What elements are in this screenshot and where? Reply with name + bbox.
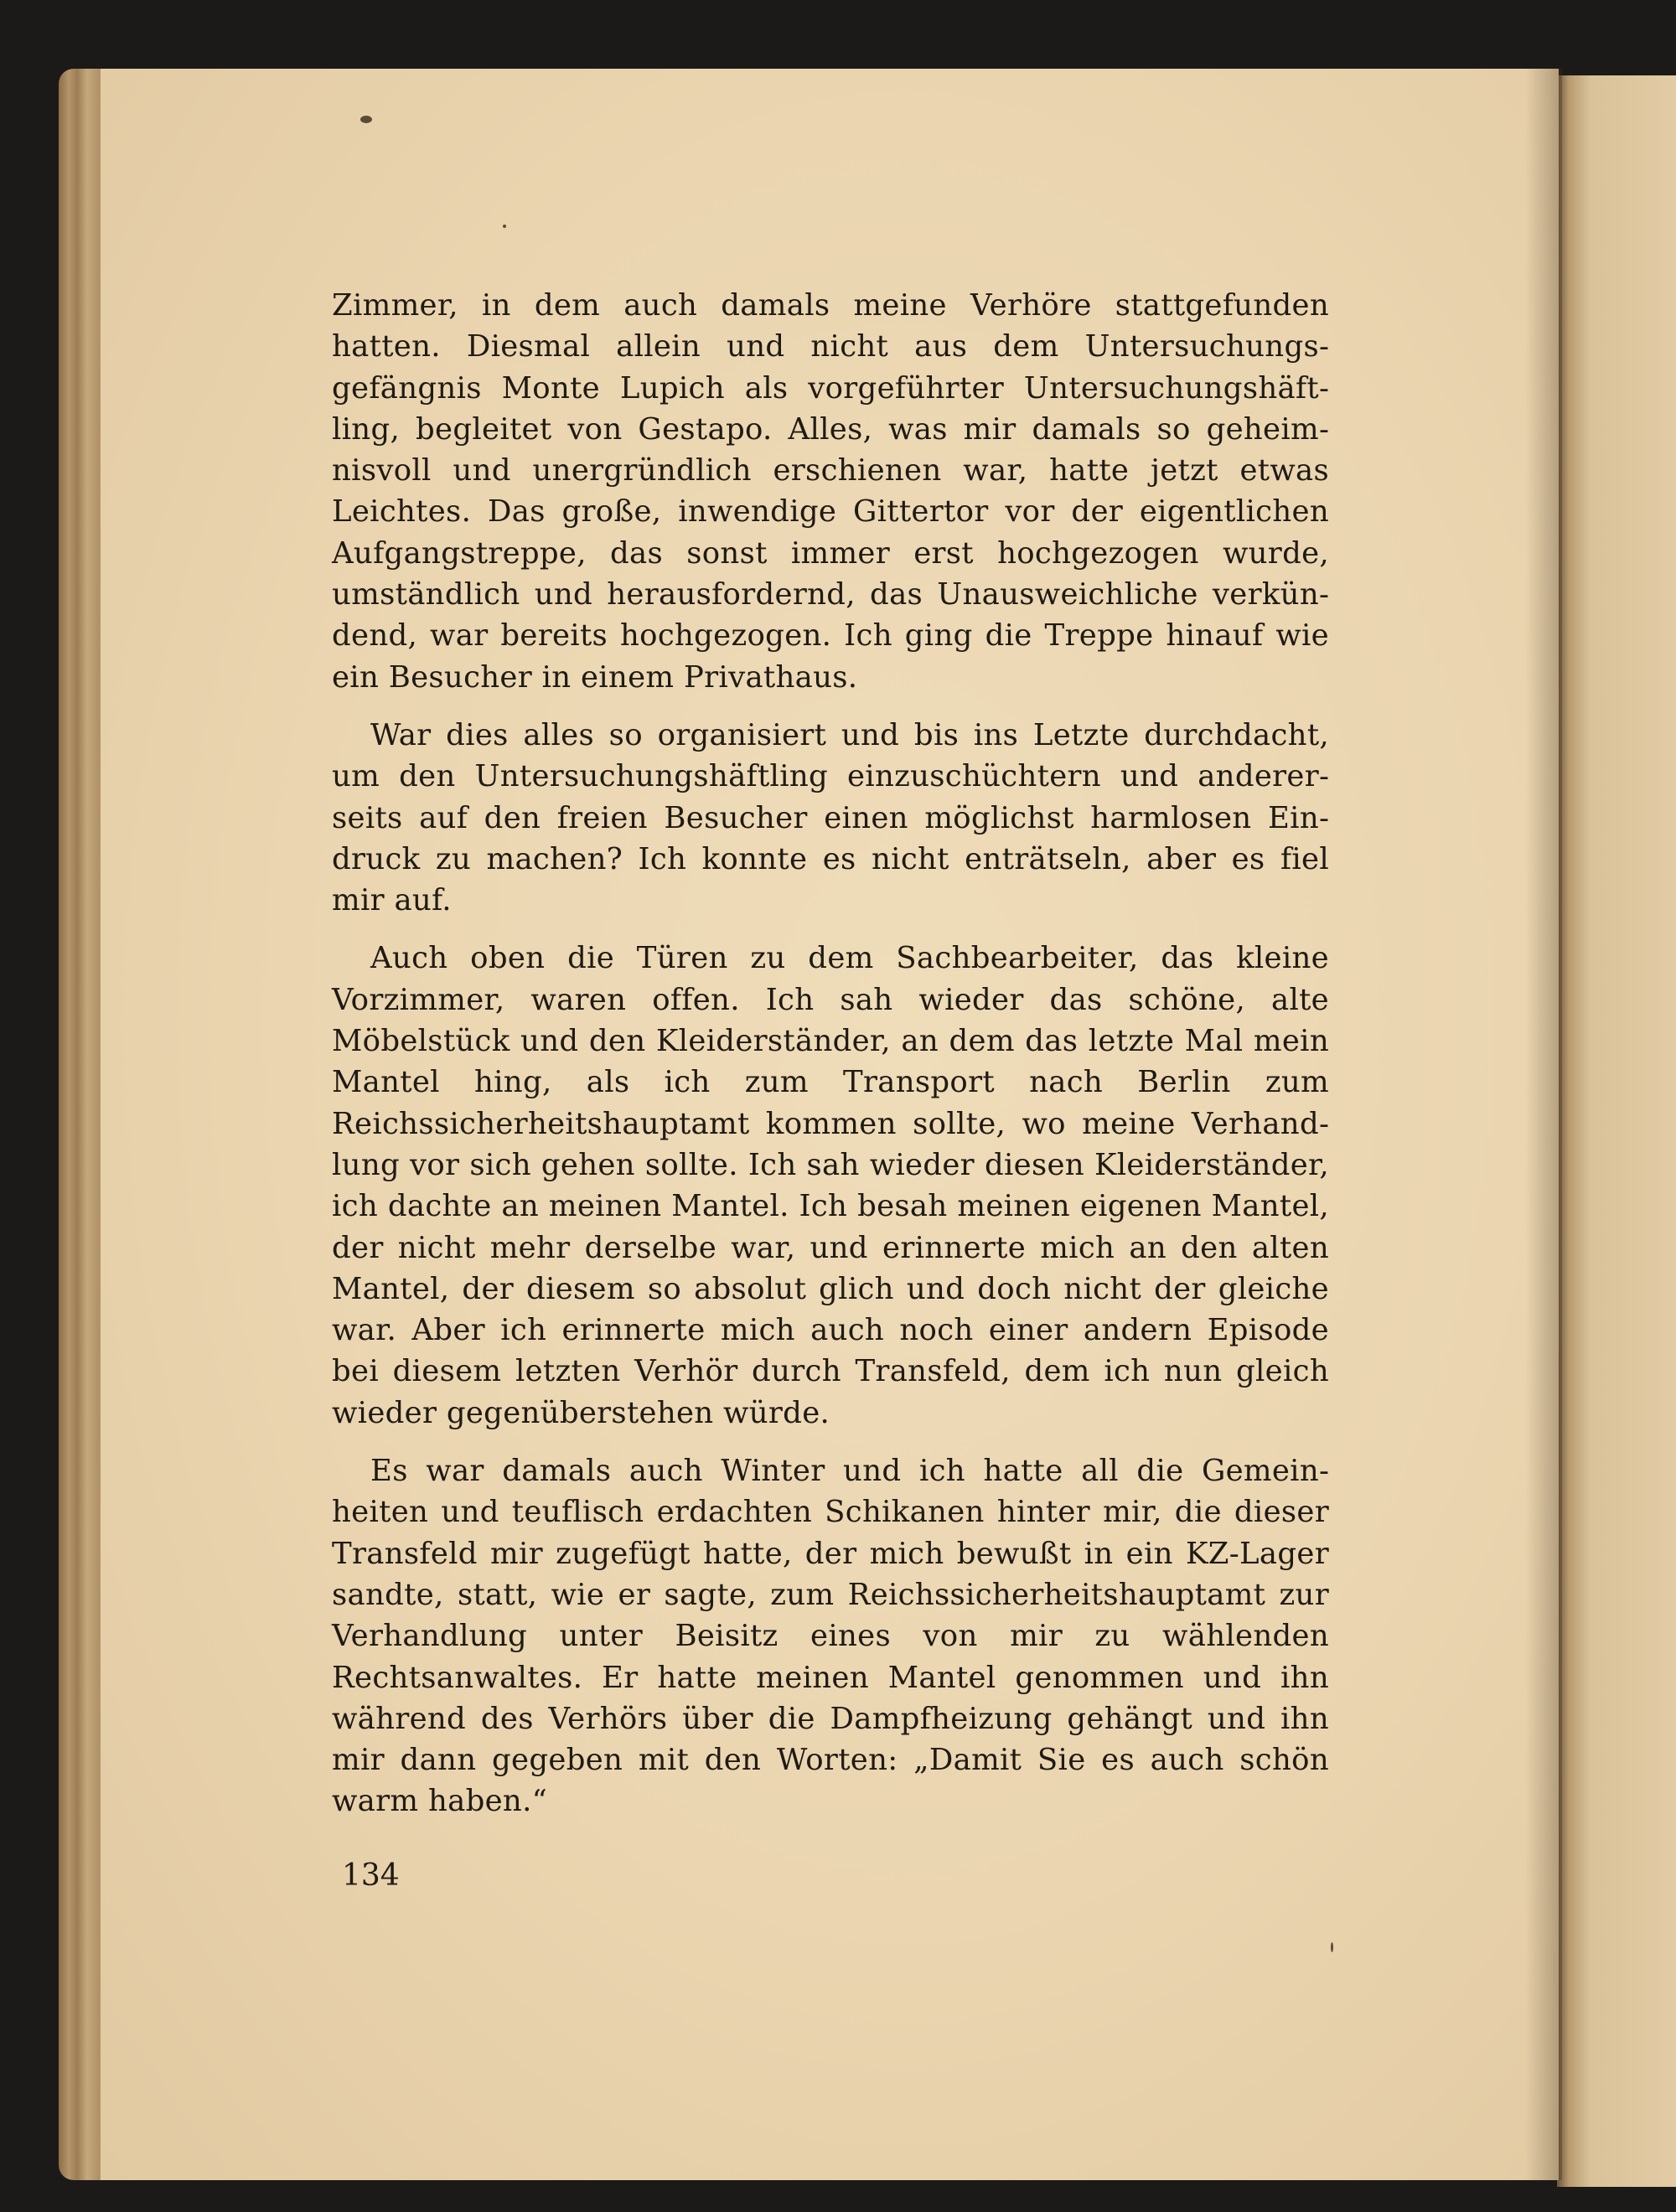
paragraph-3: Auch oben die Türen zu dem Sachbearbeiter, das kleine Vorzimmer, waren offen. Ich sah wieder das schöne, alte Möbelstück und den Kleiderständer, an dem das letzte Mal mein Mantel hing, als ich zum Transport nach Berlin zum Reichssicherheitshauptamt kommen sollte, wo meine Verhandlung vor sich gehen sollte. Ich sah wieder diesen Kleiderständer, ich dachte an meinen Mantel. Ich besah meinen eigenen Mantel, der nicht mehr derselbe war, und erinnerte mich an den alten Mantel, der diesem so absolut glich und doch nicht der gleiche war. Aber ich erinnerte mich auch noch einer andern Episode bei diesem letzten Verhör durch Transfeld, dem ich nun gleich wieder gegenüberstehen würde. [332,941,1329,1430]
paragraph-4: Es war damals auch Winter und ich hatte all die Gemeinheiten und teuflisch erdachten Schikanen hinter mir, die dieser Transfeld mir zugefügt hatte, der mich bewußt in ein KZ-Lager sandte, statt, wie er sagte, zum Reichssicherheitshauptamt zur Verhandlung unter Beisitz eines von mir zu wählenden Rechtsanwaltes. Er hatte meinen Mantel genommen und ihn während des Verhörs über die Dampfheizung gehängt und ihn mir dann gegeben mit den Worten: „Damit Sie es auch schön warm haben.“ [332,1454,1329,1819]
paper-speck [503,225,506,228]
paragraph-2: War dies alles so organisiert und bis ins Letzte durchdacht, um den Untersuchungshäftling einzuschüchtern und andererseits auf den freien Besucher einen möglichst harmlosen Eindruck zu machen? Ich konnte es nicht enträtseln, aber es fiel mir auf. [332,717,1329,918]
gutter-shadow [1525,69,1562,2180]
paper-speck [360,116,372,123]
page-number: 134 [342,1858,400,1893]
paragraph-1: Zimmer, in dem auch damals meine Verhöre stattgefunden hatten. Diesmal allein und nicht aus dem Untersuchungsgefängnis Monte Lupich als vorgeführter Untersuchungshäftling, begleitet von Gestapo. Alles, was mir damals so geheimnisvoll und unergründlich erschienen war, hatte jetzt etwas Leichtes. Das große, inwendige Gittertor vor der eigentlichen Aufgangstreppe, das sonst immer erst hochgezogen wurde, umständlich und herausfordernd, das Unausweichliche verkündend, war bereits hochgezogen. Ich ging die Treppe hinauf wie ein Besucher in einem Privathaus. [332,288,1329,695]
paper-speck [1331,1942,1333,1952]
facing-page-edge [1557,75,1676,2187]
body-text [332,285,1329,1839]
